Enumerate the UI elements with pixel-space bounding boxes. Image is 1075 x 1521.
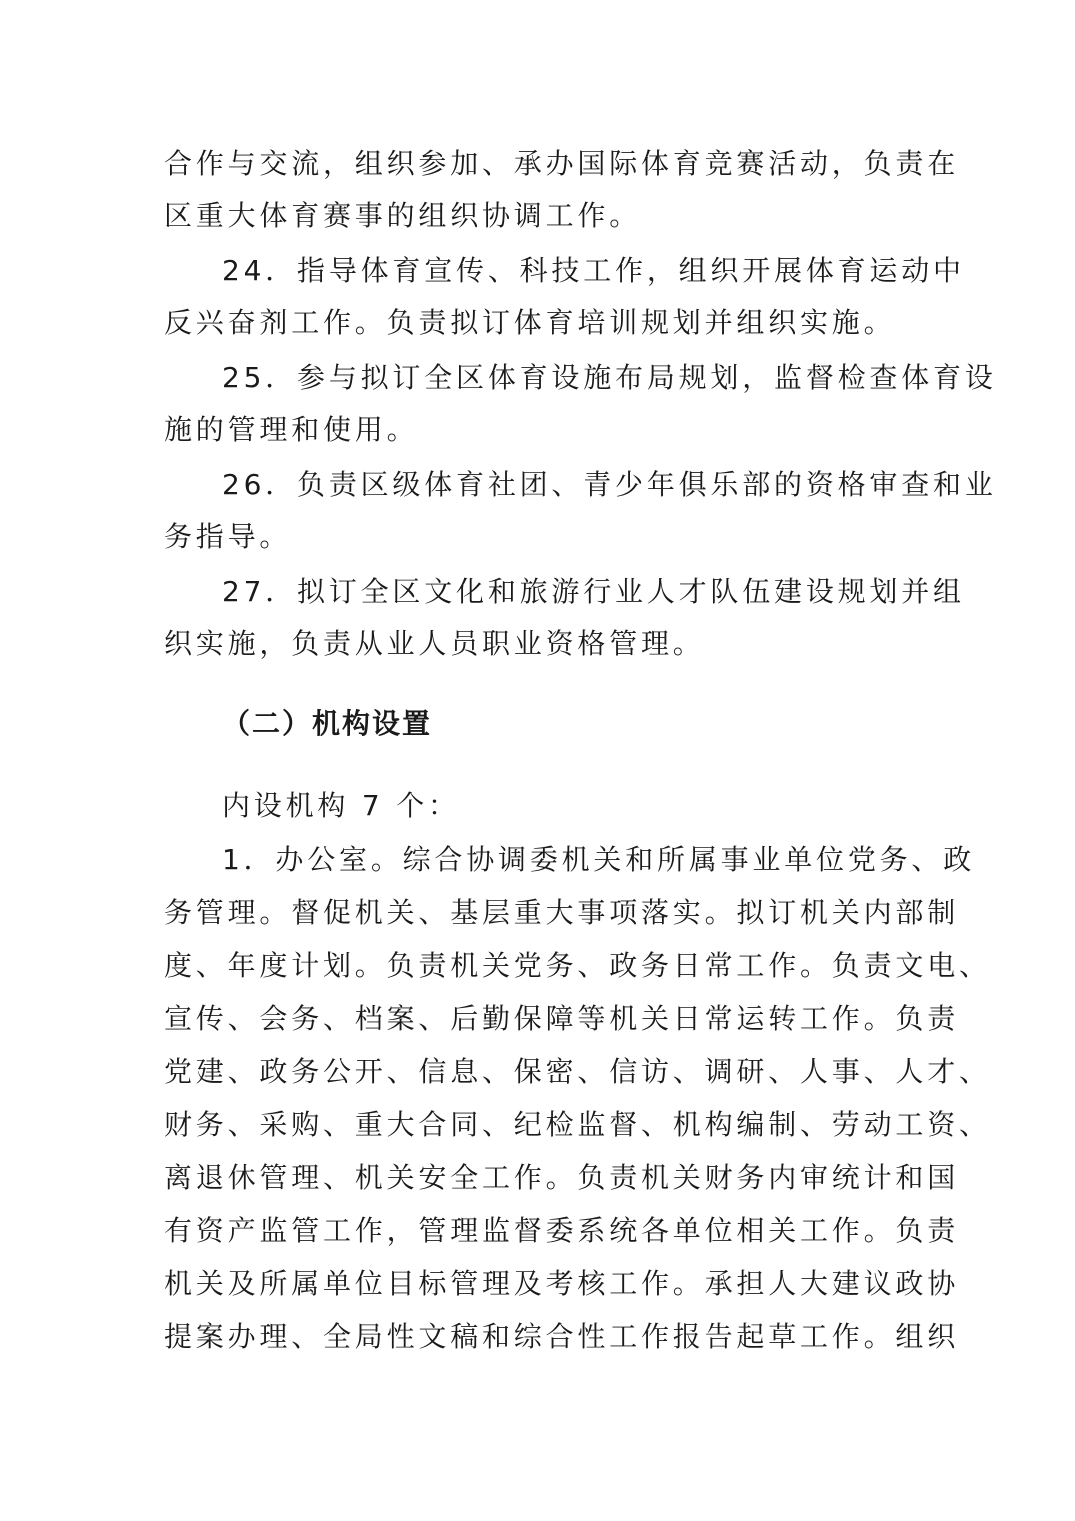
text-line: 机关及所属单位目标管理及考核工作。承担人大建议政协 [164,1267,960,1300]
text-line: 离退休管理、机关安全工作。负责机关财务内审统计和国 [164,1161,960,1194]
text-line: 党建、政务公开、信息、保密、信访、调研、人事、人才、 [164,1055,991,1088]
item-24-first-line: 24．指导体育宣传、科技工作，组织开展体育运动中 [222,254,965,287]
text-line: 区重大体育赛事的组织协调工作。 [164,199,642,232]
section-heading: （二）机构设置 [222,707,433,740]
text-line: 施的管理和使用。 [164,413,419,446]
text-line: 务管理。督促机关、基层重大事项落实。拟订机关内部制 [164,896,960,929]
item-25-first-line: 25．参与拟订全区体育设施布局规划，监督检查体育设 [222,361,997,394]
text-line: 度、年度计划。负责机关党务、政务日常工作。负责文电、 [164,949,991,982]
text-line: 有资产监管工作，管理监督委系统各单位相关工作。负责 [164,1214,960,1247]
item-26-first-line: 26．负责区级体育社团、青少年俱乐部的资格审查和业 [222,468,997,501]
office-first-line: 1．办公室。综合协调委机关和所属事业单位党务、政 [222,843,976,876]
text-line: 合作与交流，组织参加、承办国际体育竞赛活动，负责在 [164,147,960,180]
text-line: 财务、采购、重大合同、纪检监督、机构编制、劳动工资、 [164,1108,991,1141]
text-line: 提案办理、全局性文稿和综合性工作报告起草工作。组织 [164,1320,960,1353]
text-line: 宣传、会务、档案、后勤保障等机关日常运转工作。负责 [164,1002,960,1035]
text-line: 织实施，负责从业人员职业资格管理。 [164,627,705,660]
text-line: 务指导。 [164,520,292,553]
text-line: 反兴奋剂工作。负责拟订体育培训规划并组织实施。 [164,306,896,339]
intro-line: 内设机构 7 个： [222,789,460,822]
item-27-first-line: 27．拟订全区文化和旅游行业人才队伍建设规划并组 [222,575,965,608]
